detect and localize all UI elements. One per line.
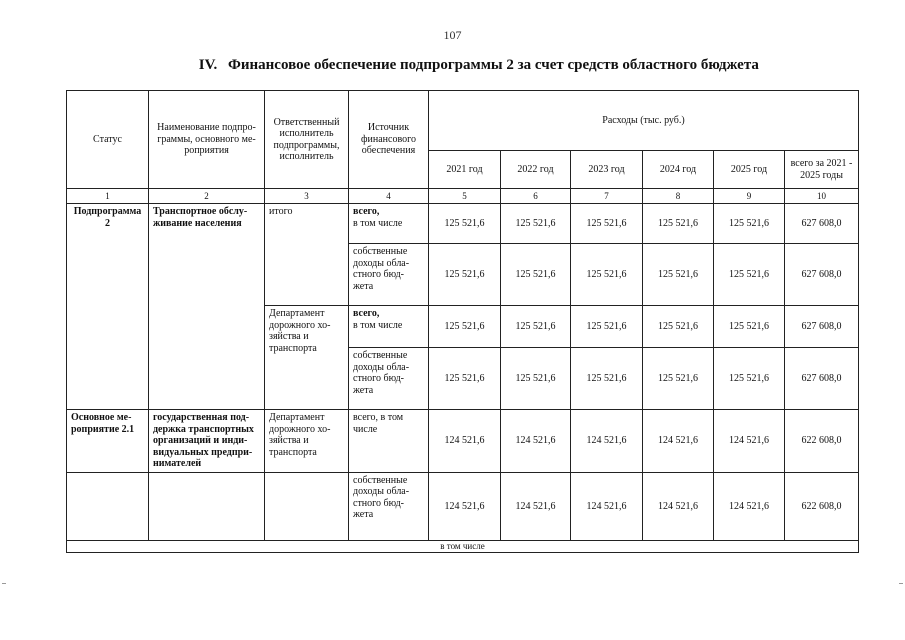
value-cell: 125 521,6 — [714, 348, 785, 410]
index-cell: 9 — [714, 189, 785, 204]
status-cell — [67, 472, 149, 540]
value-cell: 125 521,6 — [643, 204, 714, 244]
header-year: 2022 год — [501, 151, 571, 189]
value-cell: 627 608,0 — [785, 204, 859, 244]
value-cell: 124 521,6 — [501, 410, 571, 473]
value-cell: 125 521,6 — [643, 348, 714, 410]
value-cell: 125 521,6 — [643, 306, 714, 348]
value-cell: 125 521,6 — [501, 244, 571, 306]
source-rest: в том числе — [353, 217, 403, 229]
executor-cell: Департамент дорожного хо- зяйства и транспорта — [265, 410, 349, 473]
index-row — [67, 189, 859, 204]
value-cell: 125 521,6 — [501, 348, 571, 410]
value-cell: 124 521,6 — [643, 410, 714, 473]
index-cell: 1 — [67, 189, 149, 204]
name-cell: Транспортное обслу- живание населения — [149, 204, 265, 410]
footer-row — [67, 540, 859, 552]
source-cell — [349, 204, 429, 244]
header-year: 2025 год — [714, 151, 785, 189]
value-cell: 124 521,6 — [714, 410, 785, 473]
value-cell: 124 521,6 — [429, 472, 501, 540]
index-cell: 2 — [149, 189, 265, 204]
table-row — [67, 472, 859, 540]
value-cell: 125 521,6 — [571, 244, 643, 306]
value-cell: 124 521,6 — [571, 410, 643, 473]
header-year: 2023 год — [571, 151, 643, 189]
executor-cell: итого — [265, 204, 349, 306]
value-cell: 125 521,6 — [571, 204, 643, 244]
index-cell: 7 — [571, 189, 643, 204]
value-cell: 125 521,6 — [714, 306, 785, 348]
header-source: Источник финансового обеспечения — [349, 91, 429, 189]
name-cell: государственная под- держка транспортных организаций и инди- видуальных предпри- нимателей — [149, 410, 265, 473]
value-cell: 622 608,0 — [785, 410, 859, 473]
status-cell: Подпрограмма 2 — [67, 204, 149, 410]
value-cell: 627 608,0 — [785, 306, 859, 348]
executor-cell: Департамент дорожного хо- зяйства и транспорта — [265, 306, 349, 410]
value-cell: 124 521,6 — [429, 410, 501, 473]
index-cell: 5 — [429, 189, 501, 204]
source-cell: всего, в том числе — [349, 410, 429, 473]
page-number: 107 — [443, 28, 462, 42]
value-cell: 125 521,6 — [429, 244, 501, 306]
status-cell: Основное ме- роприятие 2.1 — [67, 410, 149, 473]
index-cell: 6 — [501, 189, 571, 204]
index-cell: 10 — [785, 189, 859, 204]
index-cell: 8 — [643, 189, 714, 204]
value-cell: 125 521,6 — [429, 348, 501, 410]
margin-mark — [2, 583, 6, 584]
table-row — [67, 204, 859, 244]
header-name: Наименование подпро- граммы, основного ме- роприятия — [149, 91, 265, 189]
value-cell: 125 521,6 — [429, 204, 501, 244]
source-cell — [349, 306, 429, 348]
section-title: Финансовое обеспечение подпрограммы 2 за счет средств областного бюджета — [228, 57, 759, 73]
header-row-1 — [67, 91, 859, 151]
table-row — [67, 410, 859, 473]
source-bold: всего, — [353, 206, 380, 218]
value-cell: 125 521,6 — [643, 244, 714, 306]
value-cell: 125 521,6 — [429, 306, 501, 348]
footer-cell: в том числе — [67, 540, 859, 552]
header-year: 2024 год — [643, 151, 714, 189]
value-cell: 124 521,6 — [571, 472, 643, 540]
value-cell: 125 521,6 — [714, 244, 785, 306]
index-cell: 3 — [265, 189, 349, 204]
index-cell: 4 — [349, 189, 429, 204]
executor-cell — [265, 472, 349, 540]
source-cell: собственные доходы обла- стного бюд- жета — [349, 472, 429, 540]
section-heading — [188, 57, 759, 74]
value-cell: 124 521,6 — [501, 472, 571, 540]
value-cell: 125 521,6 — [571, 348, 643, 410]
value-cell: 622 608,0 — [785, 472, 859, 540]
header-year: 2021 год — [429, 151, 501, 189]
source-bold: всего, — [353, 308, 380, 320]
header-expenses: Расходы (тыс. руб.) — [429, 91, 859, 151]
header-status: Статус — [67, 91, 149, 189]
source-cell: собственные доходы обла- стного бюд- жета — [349, 244, 429, 306]
value-cell: 125 521,6 — [501, 204, 571, 244]
value-cell: 125 521,6 — [501, 306, 571, 348]
section-number: IV. — [198, 57, 218, 74]
value-cell: 627 608,0 — [785, 244, 859, 306]
value-cell: 124 521,6 — [643, 472, 714, 540]
header-year-total: всего за 2021 - 2025 годы — [785, 151, 859, 189]
source-cell: собственные доходы обла- стного бюд- жета — [349, 348, 429, 410]
value-cell: 125 521,6 — [714, 204, 785, 244]
value-cell: 125 521,6 — [571, 306, 643, 348]
value-cell: 124 521,6 — [714, 472, 785, 540]
name-cell — [149, 472, 265, 540]
header-executor: Ответственный исполнитель подпрограммы, исполнитель — [265, 91, 349, 189]
value-cell: 627 608,0 — [785, 348, 859, 410]
source-rest: в том числе — [353, 319, 403, 331]
financing-table — [66, 90, 859, 553]
margin-mark — [899, 583, 903, 584]
